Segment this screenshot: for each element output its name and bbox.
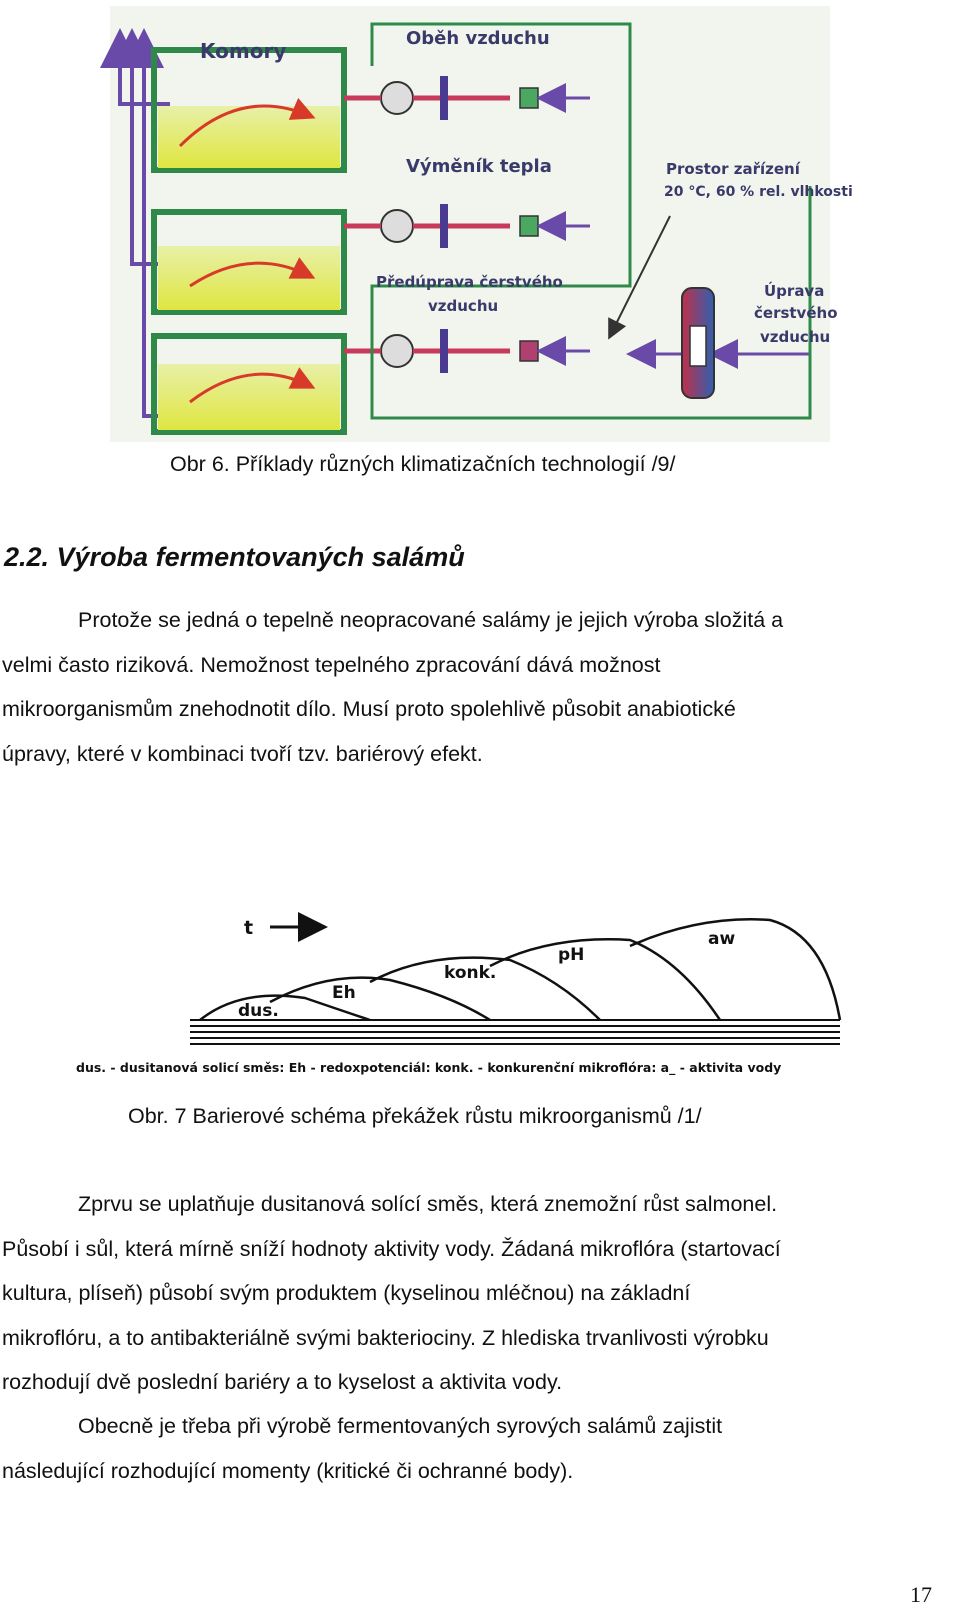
section-heading: 2.2. Výroba fermentovaných salámů xyxy=(4,542,465,572)
paragraph-1-line: mikroorganismům znehodnotit dílo. Musí proto spolehlivě působit anabiotické xyxy=(2,697,736,722)
barrier-diagram xyxy=(70,910,860,1110)
label-uprava-2: čerstvého xyxy=(754,304,838,322)
figure1-caption: Obr 6. Příklady různých klimatizačních technologií /9/ xyxy=(170,452,676,476)
paragraph-2-line: Působí i sůl, která mírně sníží hodnoty aktivity vody. Žádaná mikroflóra (startovací xyxy=(2,1236,781,1261)
label-eh: Eh xyxy=(332,983,356,1003)
label-preduprava-1: Předúprava čerstvého xyxy=(376,273,563,291)
air-conditioning-diagram xyxy=(110,6,853,442)
paragraph-2 xyxy=(2,1182,938,1405)
paragraph-2-line: Zprvu se uplatňuje dusitanová solící směs, která znemožní růst salmonel. xyxy=(78,1192,778,1216)
label-konk: konk. xyxy=(444,963,497,983)
label-komory: Komory xyxy=(200,39,287,63)
label-uprava-1: Úprava xyxy=(764,282,825,300)
paragraph-2-line: kultura, plíseň) působí svým produktem (kyselinou mléčnou) na základní xyxy=(2,1281,691,1306)
paragraph-1-line: velmi často riziková. Nemožnost tepelného zpracování dává možnost xyxy=(2,652,661,677)
label-prostor-1: Prostor zařízení xyxy=(666,160,800,178)
label-ph: pH xyxy=(558,945,585,965)
fresh-air-unit xyxy=(682,288,714,398)
paragraph-3 xyxy=(2,1404,938,1493)
page-number: 17 xyxy=(910,1582,932,1607)
paragraph-1-line: Protože se jedná o tepelně neopracované salámy je jejich výroba složitá a xyxy=(78,608,784,632)
label-obeh-vzduchu: Oběh vzduchu xyxy=(406,28,550,49)
label-preduprava-2: vzduchu xyxy=(428,297,499,315)
label-uprava-3: vzduchu xyxy=(760,328,831,346)
figure2-caption: Obr. 7 Barierové schéma překážek růstu mikroorganismů /1/ xyxy=(128,1104,702,1128)
barrier-legend: dus. - dusitanová solicí směs: Eh - redoxpotenciál: konk. - konkurenční mikroflóra: a_ - aktivita vody xyxy=(76,1060,782,1075)
label-prostor-2: 20 °C, 60 % rel. vlhkosti xyxy=(664,184,853,200)
label-aw: aw xyxy=(708,929,736,949)
label-vymenik-tepla: Výměník tepla xyxy=(406,156,552,177)
barrier-hurdles xyxy=(200,919,840,1020)
label-t: t xyxy=(244,917,254,939)
paragraph-3-line: následující rozhodující momenty (kritické či ochranné body). xyxy=(2,1458,574,1483)
paragraph-3-line: Obecně je třeba při výrobě fermentovaných syrových salámů zajistit xyxy=(78,1414,723,1438)
paragraph-1-line: úpravy, které v kombinaci tvoří tzv. bariérový efekt. xyxy=(2,741,483,766)
baseline-lines xyxy=(190,1020,840,1044)
paragraph-2-line: rozhodují dvě poslední bariéry a to kyselost a aktivita vody. xyxy=(2,1370,563,1395)
label-dus: dus. xyxy=(238,1001,279,1021)
paragraph-1 xyxy=(2,598,938,776)
paragraph-2-line: mikroflóru, a to antibakteriálně svými bakteriociny. Z hlediska trvanlivosti výrobku xyxy=(2,1325,769,1350)
